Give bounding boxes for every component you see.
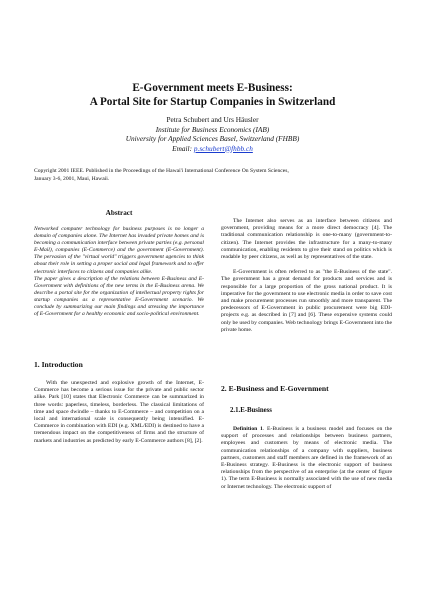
- title-line-2: A Portal Site for Startup Companies in Switzerland: [89, 96, 336, 108]
- abstract-heading: Abstract: [105, 209, 133, 217]
- introduction-paragraph-1: With the unexpected and explosive growth of the Internet, E-Commerce has become a serious issue for the private and public sector alike. Park [10] states that Electronic Commerce can be summarized in three words: paperless, timeless, borderless. The classical limitations of time and space dwindle – thanks to E-Commerce – and competition on a local and international scale is consequently being intensified. E-Commerce in combination with EDI (e.g. XML/EDI) is destined to have a tremendous impact on the competitiveness of firms and the structure of markets and industries as predicted by early E-Commerce authors [8], [2].: [34, 380, 204, 444]
- definition-1-block: [221, 426, 392, 491]
- author-block: [0, 115, 425, 153]
- email-link[interactable]: p.schubert@fhbb.ch: [193, 143, 253, 153]
- abstract-paragraph-1: Networked computer technology for business purposes is no longer a domain of companies alone. The Internet has invaded private homes and is becoming a communication interface between private parties (e.g. personal E-Mail), companies (E-Commerce) and the government (E-Government). The pervasion of the "virtual world" triggers government agencies to think about their role in setting a proper social and legal framework and to offer electronic interfaces to citizens and companies alike.: [34, 226, 204, 275]
- abstract-body: [34, 226, 204, 318]
- definition-1-text: . E-Business is a business model and focuses on the support of processes and relationships between business partners, employees and customers by means of electronic media. The communication relationships of a company with suppliers, business partners, customers and staff members are defined in the framework of an E-Business strategy. E-Business is the electronic support of business relationships from the perspective of an enterprise (at the center of figure 1). The term E-Business is normally associated with the use of new media or Internet technology. The electronic support of: [221, 426, 392, 490]
- right-column-top: [221, 218, 392, 334]
- introduction-heading: 1. Introduction: [34, 360, 83, 369]
- section-2-1-heading: 2.1.E-Business: [230, 407, 272, 414]
- title-line-1: E-Government meets E-Business:: [132, 82, 293, 94]
- author-institute: Institute for Business Economics (IAB): [155, 124, 270, 134]
- definition-1-label: Definition 1: [233, 426, 263, 432]
- copyright-line-2: January 3-6, 2001, Maui, Hawaii.: [34, 175, 110, 182]
- section-2-heading: 2. E-Business and E-Government: [221, 384, 329, 393]
- definition-1-paragraph: [221, 426, 392, 491]
- abstract-paragraph-2: The paper gives a description of the relations between E-Business and E-Government with definitions of the new terms in the E-Business arena. We describe a portal site for the organization of intellectual property rights for startup companies as a representative E-Government scenario. We conclude by summarizing our main findings and stressing the importance of E-Government for a healthy economic and socio-political environment.: [34, 275, 204, 318]
- author-email-line: [0, 144, 425, 154]
- copyright-notice: [34, 168, 394, 183]
- introduction-body: [34, 380, 204, 445]
- right-paragraph-1: The Internet also serves as an interface between citizens and government, providing means for a more direct democracy [4]. The traditional communication relationship is one-to-many (government-to-citizen). The Internet provides the infrastructure for a many-to-many communication, enabling residents to give their stand on politics which is readable by peer citizens, as well as by representatives of the state.: [221, 218, 392, 261]
- copyright-line-1: Copyright 2001 IEEE. Published in the Proceedings of the Hawai'i International Conference On System Sciences,: [34, 168, 289, 174]
- paper-title: [0, 81, 425, 109]
- author-names: Petra Schubert and Urs Häusler: [166, 115, 259, 124]
- right-paragraph-2: E-Government is often referred to as "the E-Business of the state". The government has a great demand for products and services and is responsible for a large proportion of the gross national product. It is imperative for the government to use electronic media in order to save cost and make procurement processes run smoothly and more transparent. The predecessors of E-Government in public procurement were big EDI-projects e.g. as described in [7] and [6]. These expensive systems could only be used by companies. Web technology brings E-Government into the private home.: [221, 269, 392, 333]
- author-university: University for Applied Sciences Basel, Switzerland (FHBB): [125, 134, 300, 143]
- email-label: Email:: [172, 143, 193, 153]
